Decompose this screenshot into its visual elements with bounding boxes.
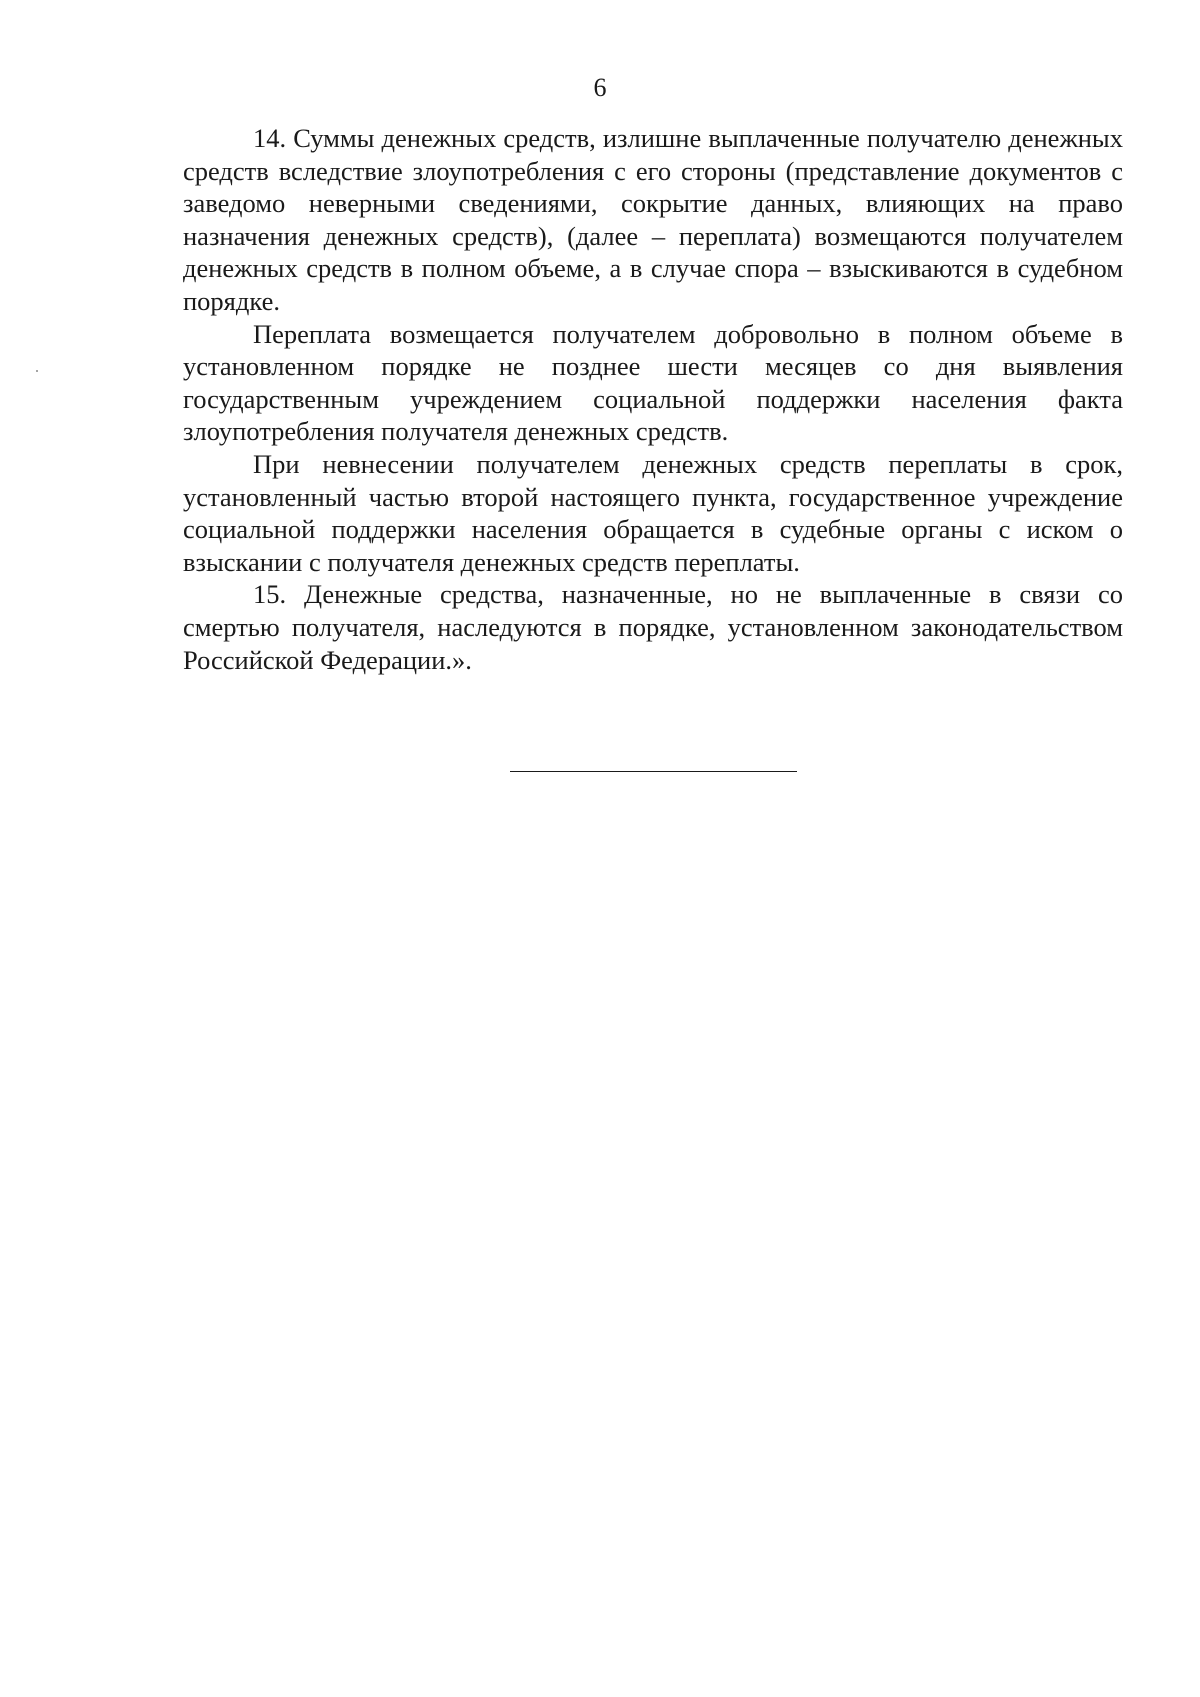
scan-speck — [36, 370, 38, 372]
document-body — [183, 122, 1123, 676]
paragraph-overpayment-refund: Переплата возмещается получателем добровольно в полном объеме в установленном порядке не позднее шести месяцев со дня выявления государственным учреждением социальной поддержки населения факта злоупотребления получателя денежных средств. — [183, 318, 1123, 447]
paragraph-14: 14. Суммы денежных средств, излишне выплаченные получателю денежных средств вследствие злоупотребления с его стороны (представление документов с заведомо неверными сведениями, сокрытие данных, влияющих на право назначения денежных средств), (далее – переплата) возмещаются получателем денежных средств в полном объеме, а в случае спора – взыскиваются в судебном порядке. — [183, 123, 1123, 316]
end-of-text-rule — [510, 771, 797, 772]
paragraph-15: 15. Денежные средства, назначенные, но не выплаченные в связи со смертью получателя, наследуются в порядке, установленном законодательством Российской Федерации.». — [183, 579, 1123, 675]
page-number: 6 — [593, 73, 607, 102]
paragraph-overpayment-court: При невнесении получателем денежных средств переплаты в срок, установленный частью второй настоящего пункта, государственное учреждение социальной поддержки населения обращается в судебные органы с иском о взыскании с получателя денежных средств переплаты. — [183, 448, 1123, 577]
